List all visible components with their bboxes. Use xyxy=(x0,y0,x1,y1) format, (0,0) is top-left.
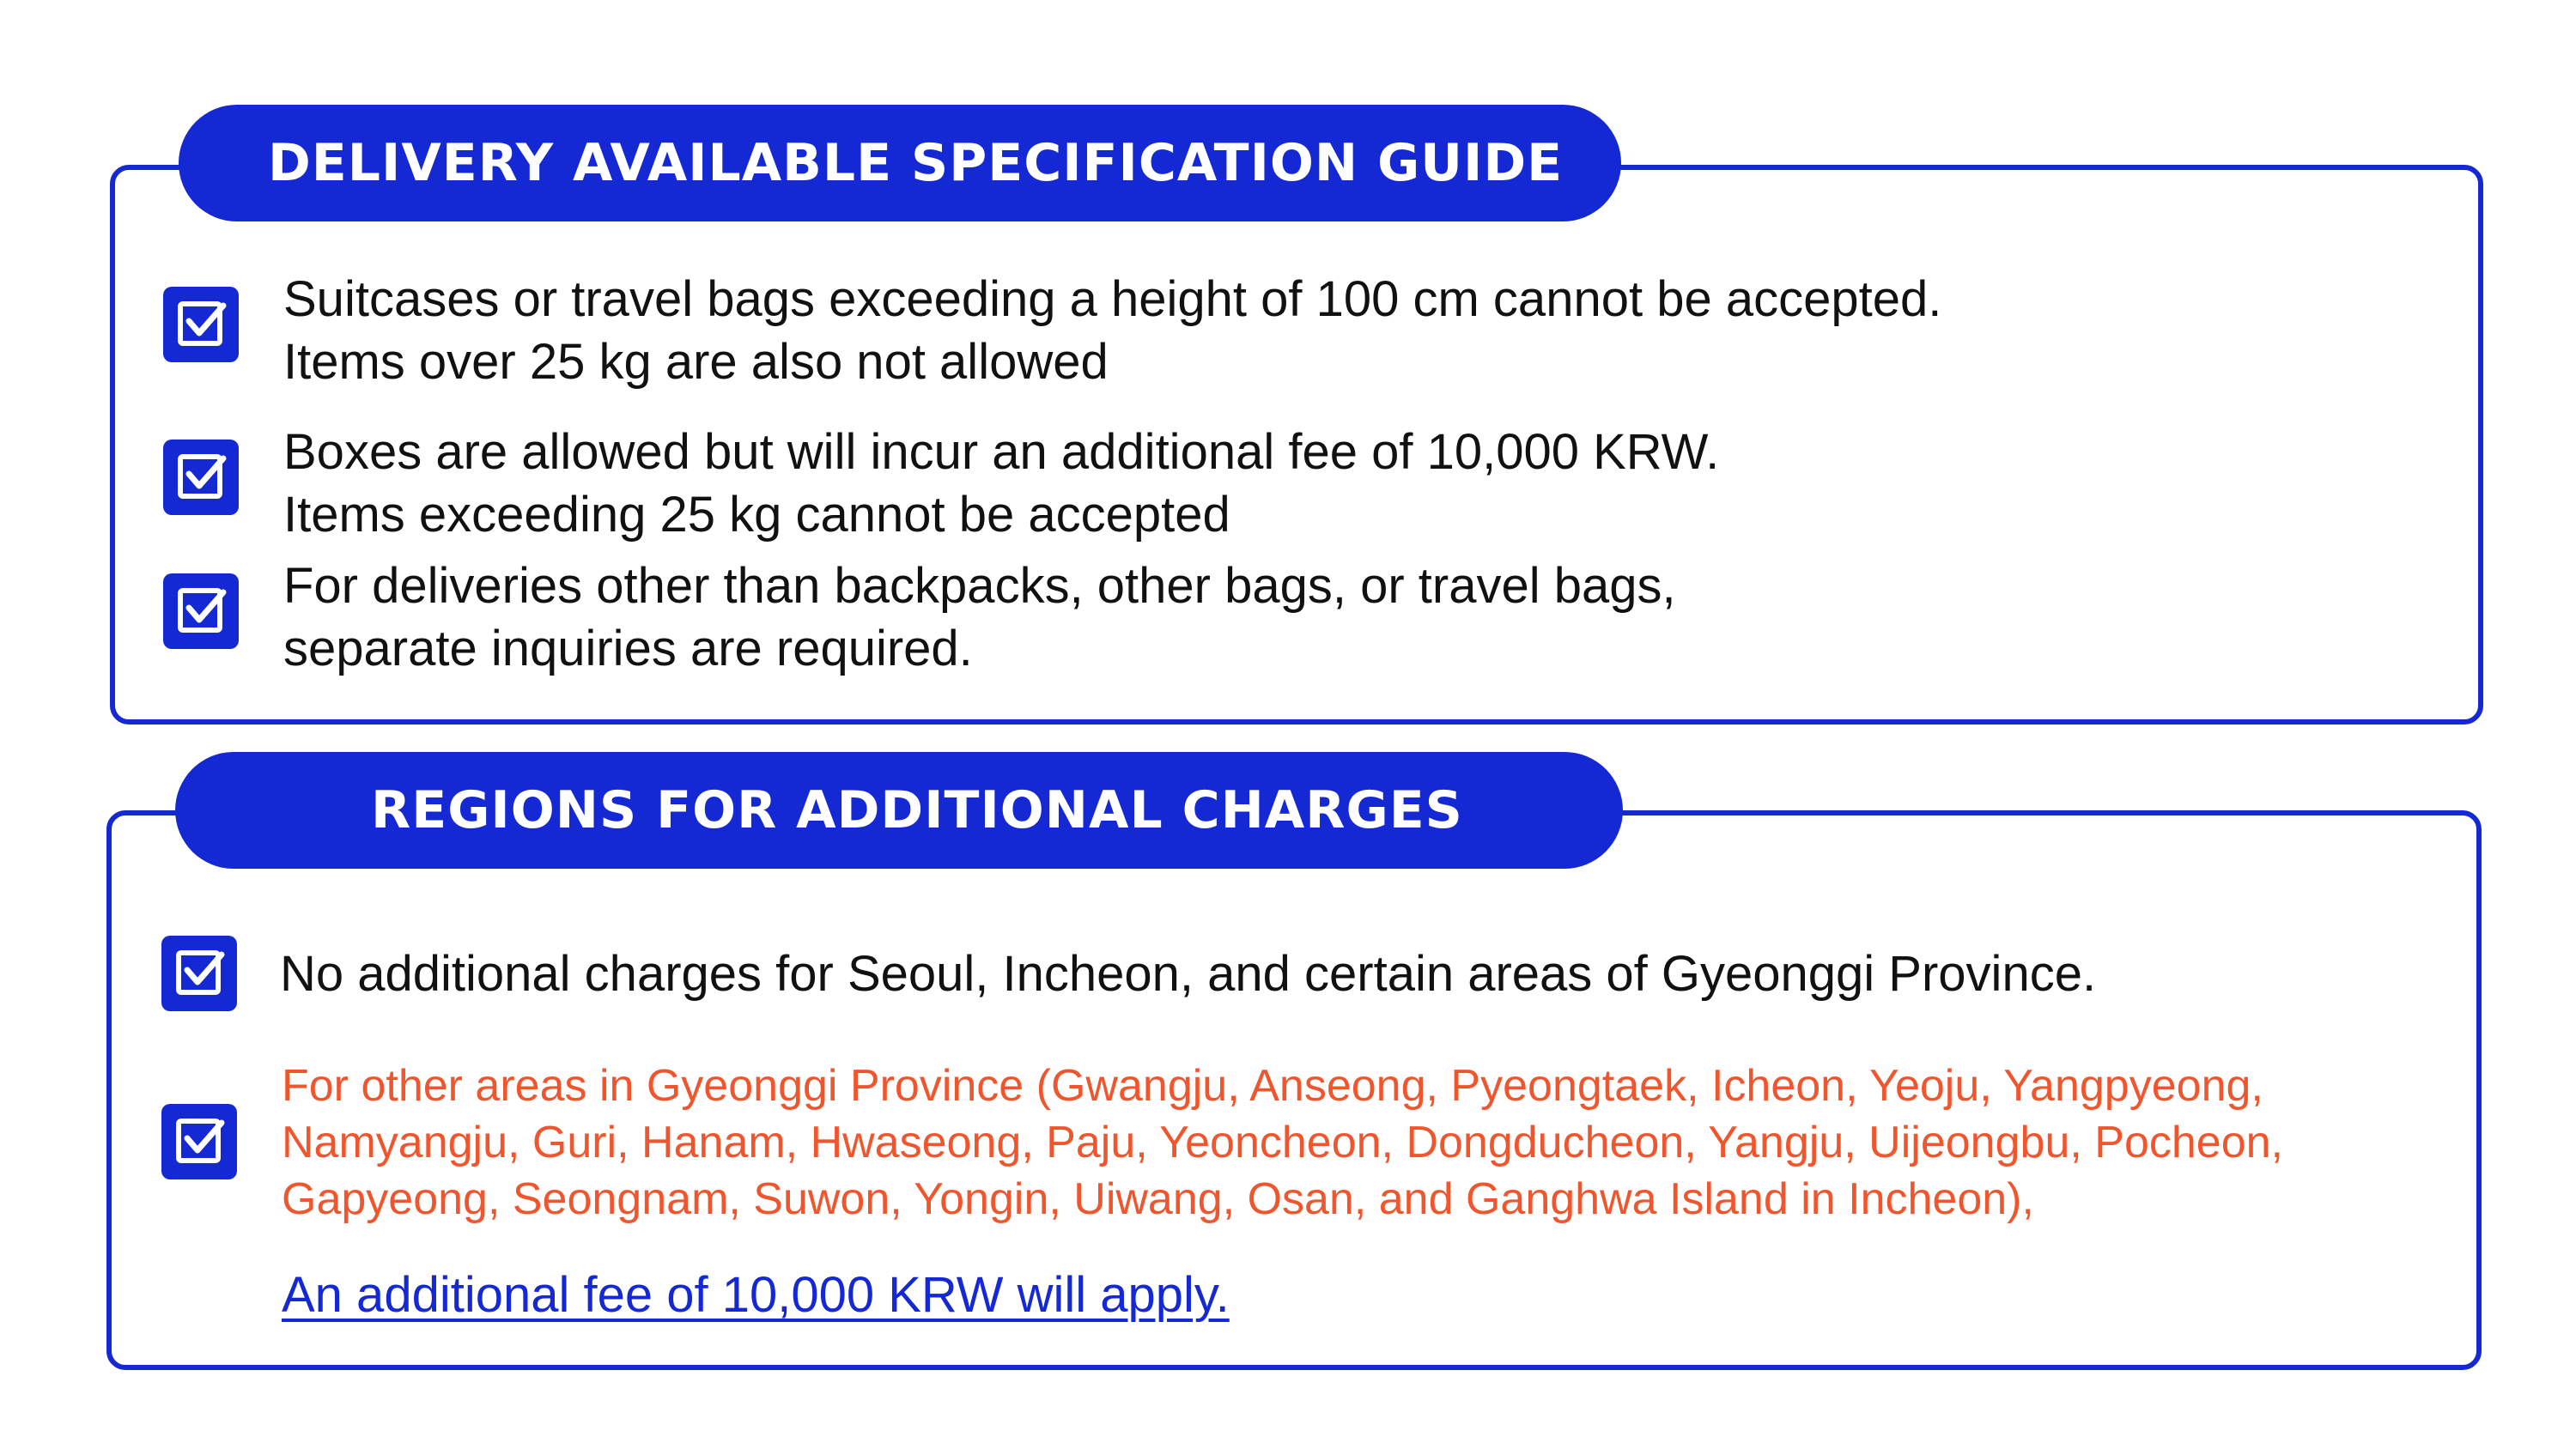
regions-item-2-line-3: Gapyeong, Seongnam, Suwon, Yongin, Uiwang, Osan, and Ganghwa Island in Incheon), xyxy=(282,1174,2034,1224)
checked-box-icon xyxy=(161,1104,237,1179)
spec-section-box xyxy=(110,165,2483,724)
spec-item-3-text xyxy=(283,555,1676,680)
checked-box-icon xyxy=(163,573,239,649)
checked-box-icon xyxy=(163,287,239,362)
regions-item-2-line-2: Namyangju, Guri, Hanam, Hwaseong, Paju, Yeoncheon, Dongducheon, Yangju, Uijeongbu, Pocheon, xyxy=(282,1118,2283,1167)
spec-item-2-line-1: Boxes are allowed but will incur an additional fee of 10,000 KRW. xyxy=(283,424,1720,480)
spec-item-1-line-1: Suitcases or travel bags exceeding a height of 100 cm cannot be accepted. xyxy=(283,271,1942,327)
checked-box-icon xyxy=(161,936,237,1011)
regions-item-1-text xyxy=(280,943,2096,1005)
spec-section-title-text: DELIVERY AVAILABLE SPECIFICATION GUIDE xyxy=(268,133,1564,193)
spec-item-2-line-2: Items exceeding 25 kg cannot be accepted xyxy=(283,487,1230,543)
spec-item-3-line-1: For deliveries other than backpacks, other bags, or travel bags, xyxy=(283,558,1676,614)
spec-item-1-line-2: Items over 25 kg are also not allowed xyxy=(283,334,1109,390)
spec-item-1-text xyxy=(283,268,1941,393)
regions-section-title xyxy=(175,752,1623,869)
spec-item-2-text xyxy=(283,421,1719,546)
additional-fee-link[interactable]: An additional fee of 10,000 KRW will apply. xyxy=(282,1267,1230,1323)
regions-section-title-text: REGIONS FOR ADDITIONAL CHARGES xyxy=(371,780,1463,840)
regions-section-box xyxy=(106,810,2482,1370)
spec-section-title xyxy=(179,105,1621,221)
regions-item-2-line-1: For other areas in Gyeonggi Province (Gwangju, Anseong, Pyeongtaek, Icheon, Yeoju, Yangpyeong, xyxy=(282,1061,2263,1111)
regions-item-2-text xyxy=(282,1058,2283,1228)
spec-item-3-line-2: separate inquiries are required. xyxy=(283,621,973,676)
checked-box-icon xyxy=(163,440,239,515)
regions-item-1-line-1: No additional charges for Seoul, Incheon, and certain areas of Gyeonggi Province. xyxy=(280,946,2097,1002)
